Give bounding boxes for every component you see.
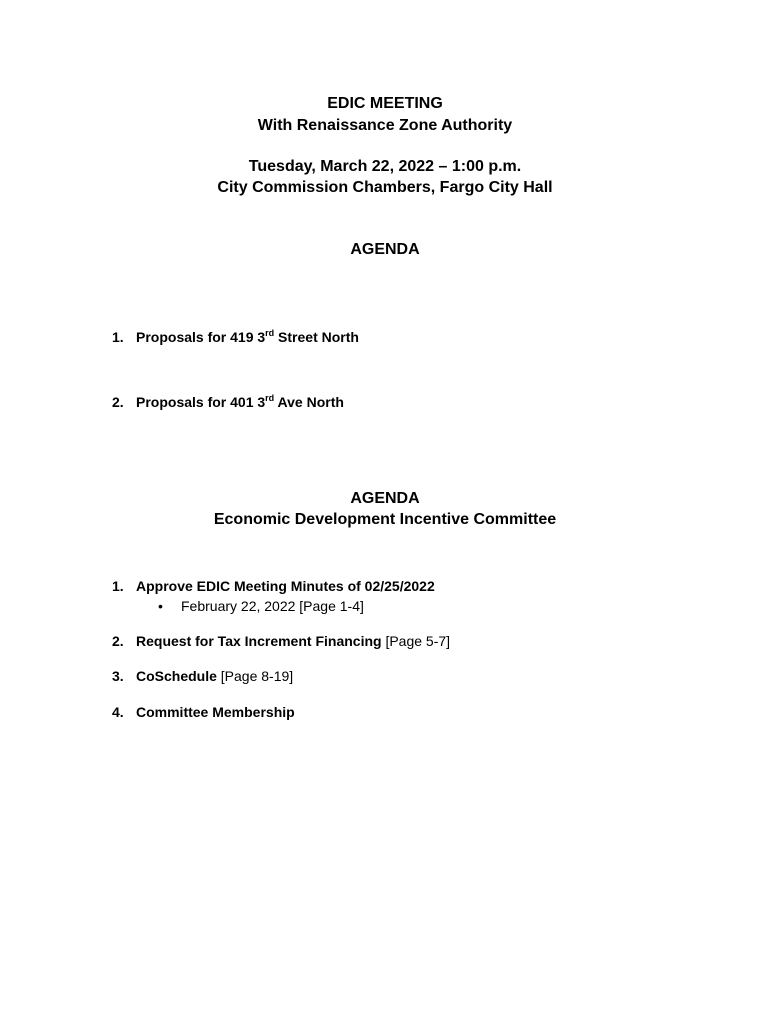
item-label: Request for Tax Increment Financing bbox=[136, 633, 382, 649]
item-label: CoSchedule bbox=[136, 668, 217, 684]
sub-bullet-text: February 22, 2022 [Page 1-4] bbox=[181, 598, 364, 614]
item-number: 2. bbox=[112, 633, 124, 649]
item-label: Proposals for 401 3rd Ave North bbox=[136, 393, 344, 410]
item-number: 1. bbox=[112, 578, 124, 594]
meeting-location: City Commission Chambers, Fargo City Hall bbox=[217, 179, 553, 196]
item-number: 1. bbox=[112, 329, 124, 345]
rza-agenda-item-2 bbox=[112, 393, 344, 411]
edic-agenda-subtitle: Economic Development Incentive Committee bbox=[213, 511, 557, 528]
item-label: Approve EDIC Meeting Minutes of 02/25/2022 bbox=[136, 578, 435, 594]
minutes-sub-bullet bbox=[158, 597, 364, 615]
edic-agenda-heading: AGENDA bbox=[350, 490, 420, 507]
rza-agenda-heading: AGENDA bbox=[350, 241, 420, 258]
item-number: 2. bbox=[112, 394, 124, 410]
meeting-date-time: Tuesday, March 22, 2022 – 1:00 p.m. bbox=[248, 158, 522, 175]
item-page-ref: [Page 8-19] bbox=[216, 668, 294, 684]
edic-agenda-item-1 bbox=[112, 577, 435, 595]
edic-agenda-item-3 bbox=[112, 667, 293, 685]
rza-agenda-item-1 bbox=[112, 328, 359, 346]
bullet-icon: • bbox=[158, 598, 163, 614]
meeting-title: EDIC MEETING bbox=[327, 95, 443, 112]
item-number: 3. bbox=[112, 668, 124, 684]
item-label: Committee Membership bbox=[136, 704, 295, 720]
item-page-ref: [Page 5-7] bbox=[381, 633, 451, 649]
ordinal-suffix: rd bbox=[265, 328, 275, 338]
meeting-subtitle: With Renaissance Zone Authority bbox=[257, 117, 513, 134]
edic-agenda-item-4 bbox=[112, 703, 295, 721]
ordinal-suffix: rd bbox=[265, 393, 275, 403]
edic-agenda-item-2 bbox=[112, 632, 450, 650]
item-number: 4. bbox=[112, 704, 124, 720]
item-label: Proposals for 419 3rd Street North bbox=[136, 328, 359, 345]
